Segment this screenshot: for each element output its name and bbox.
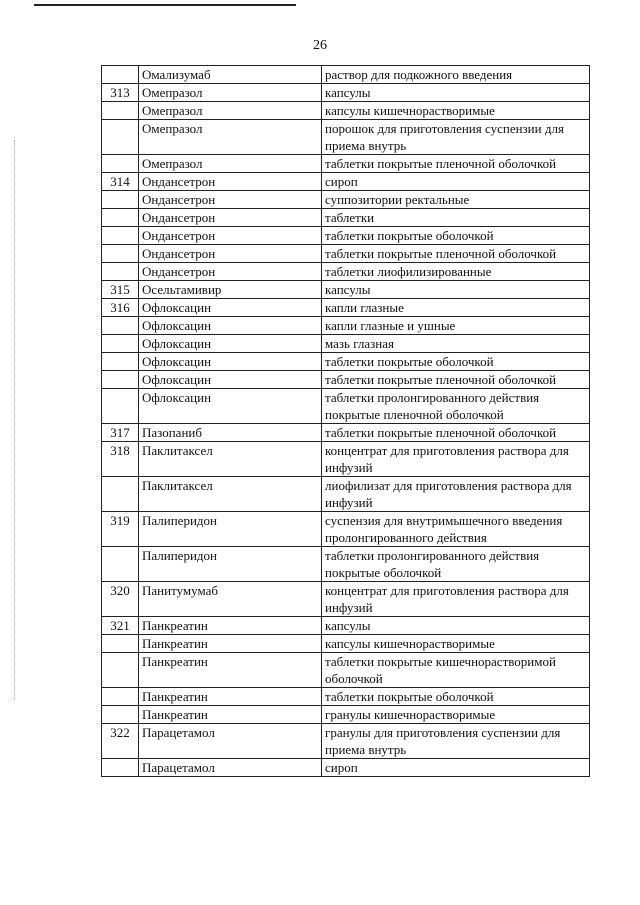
- row-number: 319: [102, 512, 139, 547]
- drug-name: Омепразол: [139, 120, 322, 155]
- dosage-form: раствор для подкожного введения: [322, 66, 590, 84]
- table-row: [102, 209, 590, 227]
- dosage-form: капли глазные: [322, 299, 590, 317]
- row-number: [102, 635, 139, 653]
- dosage-form: суспензия для внутримышечного введения пролонгированного действия: [322, 512, 590, 547]
- table-row: [102, 547, 590, 582]
- dosage-form: концентрат для приготовления раствора для инфузий: [322, 442, 590, 477]
- drug-name: Офлоксацин: [139, 299, 322, 317]
- table-row: [102, 353, 590, 371]
- table-row: [102, 102, 590, 120]
- table-row: [102, 389, 590, 424]
- table-row: [102, 724, 590, 759]
- dosage-form: таблетки: [322, 209, 590, 227]
- table-row: [102, 688, 590, 706]
- row-number: [102, 155, 139, 173]
- drug-name: Ондансетрон: [139, 263, 322, 281]
- drug-name: Офлоксацин: [139, 353, 322, 371]
- dosage-form: капли глазные и ушные: [322, 317, 590, 335]
- table-row: [102, 84, 590, 102]
- table-row: [102, 281, 590, 299]
- row-number: 320: [102, 582, 139, 617]
- table-body: [102, 66, 590, 777]
- drug-name: Панитумумаб: [139, 582, 322, 617]
- dosage-form: таблетки покрытые оболочкой: [322, 688, 590, 706]
- row-number: 314: [102, 173, 139, 191]
- table-row: [102, 263, 590, 281]
- drug-name: Офлоксацин: [139, 317, 322, 335]
- dosage-form: таблетки пролонгированного действия покрытые оболочкой: [322, 547, 590, 582]
- table-row: [102, 66, 590, 84]
- row-number: [102, 227, 139, 245]
- row-number: [102, 120, 139, 155]
- row-number: 322: [102, 724, 139, 759]
- row-number: 318: [102, 442, 139, 477]
- row-number: [102, 759, 139, 777]
- drug-name: Ондансетрон: [139, 173, 322, 191]
- drug-name: Паклитаксел: [139, 477, 322, 512]
- dosage-form: капсулы кишечнорастворимые: [322, 635, 590, 653]
- dosage-form: таблетки покрытые пленочной оболочкой: [322, 371, 590, 389]
- drug-name: Ондансетрон: [139, 245, 322, 263]
- drug-name: Офлоксацин: [139, 389, 322, 424]
- drug-name: Ондансетрон: [139, 209, 322, 227]
- row-number: 316: [102, 299, 139, 317]
- drug-name: Офлоксацин: [139, 335, 322, 353]
- row-number: [102, 245, 139, 263]
- dosage-form: таблетки покрытые оболочкой: [322, 227, 590, 245]
- table-row: [102, 317, 590, 335]
- margin-dots: [14, 140, 16, 700]
- row-number: [102, 353, 139, 371]
- drug-name: Омепразол: [139, 84, 322, 102]
- drug-name: Осельтамивир: [139, 281, 322, 299]
- row-number: [102, 477, 139, 512]
- drug-name: Омепразол: [139, 155, 322, 173]
- dosage-form: капсулы кишечнорастворимые: [322, 102, 590, 120]
- table-row: [102, 477, 590, 512]
- row-number: [102, 102, 139, 120]
- drug-name: Панкреатин: [139, 617, 322, 635]
- table-row: [102, 424, 590, 442]
- row-number: [102, 191, 139, 209]
- drug-name: Паклитаксел: [139, 442, 322, 477]
- drug-name: Омализумаб: [139, 66, 322, 84]
- row-number: [102, 317, 139, 335]
- drug-name: Ондансетрон: [139, 191, 322, 209]
- row-number: [102, 706, 139, 724]
- drug-name: Пазопаниб: [139, 424, 322, 442]
- drug-name: Парацетамол: [139, 759, 322, 777]
- table-row: [102, 335, 590, 353]
- row-number: [102, 688, 139, 706]
- dosage-form: порошок для приготовления суспензии для приема внутрь: [322, 120, 590, 155]
- dosage-form: капсулы: [322, 617, 590, 635]
- dosage-form: таблетки покрытые оболочкой: [322, 353, 590, 371]
- table-row: [102, 582, 590, 617]
- dosage-form: капсулы: [322, 281, 590, 299]
- row-number: 313: [102, 84, 139, 102]
- dosage-form: таблетки лиофилизированные: [322, 263, 590, 281]
- drug-name: Парацетамол: [139, 724, 322, 759]
- page-number: 26: [313, 38, 327, 53]
- dosage-form: гранулы для приготовления суспензии для приема внутрь: [322, 724, 590, 759]
- row-number: [102, 66, 139, 84]
- drug-name: Палиперидон: [139, 512, 322, 547]
- dosage-form: таблетки покрытые пленочной оболочкой: [322, 155, 590, 173]
- dosage-form: лиофилизат для приготовления раствора для инфузий: [322, 477, 590, 512]
- table-row: [102, 155, 590, 173]
- table-row: [102, 635, 590, 653]
- drug-name: Панкреатин: [139, 635, 322, 653]
- row-number: [102, 263, 139, 281]
- drug-name: Офлоксацин: [139, 371, 322, 389]
- drug-name: Панкреатин: [139, 653, 322, 688]
- table-row: [102, 759, 590, 777]
- row-number: [102, 371, 139, 389]
- table-row: [102, 442, 590, 477]
- dosage-form: таблетки покрытые пленочной оболочкой: [322, 245, 590, 263]
- dosage-form: суппозитории ректальные: [322, 191, 590, 209]
- scan-edge-line: [34, 4, 296, 6]
- table-row: [102, 512, 590, 547]
- row-number: [102, 547, 139, 582]
- table-row: [102, 653, 590, 688]
- drug-name: Панкреатин: [139, 688, 322, 706]
- table-row: [102, 245, 590, 263]
- drug-name: Омепразол: [139, 102, 322, 120]
- table-row: [102, 299, 590, 317]
- table-row: [102, 706, 590, 724]
- drug-table: [101, 65, 590, 777]
- dosage-form: таблетки покрытые пленочной оболочкой: [322, 424, 590, 442]
- dosage-form: гранулы кишечнорастворимые: [322, 706, 590, 724]
- table-row: [102, 173, 590, 191]
- row-number: 317: [102, 424, 139, 442]
- drug-name: Палиперидон: [139, 547, 322, 582]
- dosage-form: сироп: [322, 173, 590, 191]
- row-number: [102, 209, 139, 227]
- dosage-form: сироп: [322, 759, 590, 777]
- dosage-form: мазь глазная: [322, 335, 590, 353]
- dosage-form: концентрат для приготовления раствора для инфузий: [322, 582, 590, 617]
- row-number: [102, 653, 139, 688]
- dosage-form: таблетки покрытые кишечнорастворимой оболочкой: [322, 653, 590, 688]
- row-number: 315: [102, 281, 139, 299]
- table-row: [102, 227, 590, 245]
- drug-name: Панкреатин: [139, 706, 322, 724]
- table-row: [102, 617, 590, 635]
- table-row: [102, 371, 590, 389]
- dosage-form: капсулы: [322, 84, 590, 102]
- row-number: [102, 335, 139, 353]
- row-number: 321: [102, 617, 139, 635]
- dosage-form: таблетки пролонгированного действия покрытые пленочной оболочкой: [322, 389, 590, 424]
- row-number: [102, 389, 139, 424]
- drug-name: Ондансетрон: [139, 227, 322, 245]
- table-row: [102, 191, 590, 209]
- table-row: [102, 120, 590, 155]
